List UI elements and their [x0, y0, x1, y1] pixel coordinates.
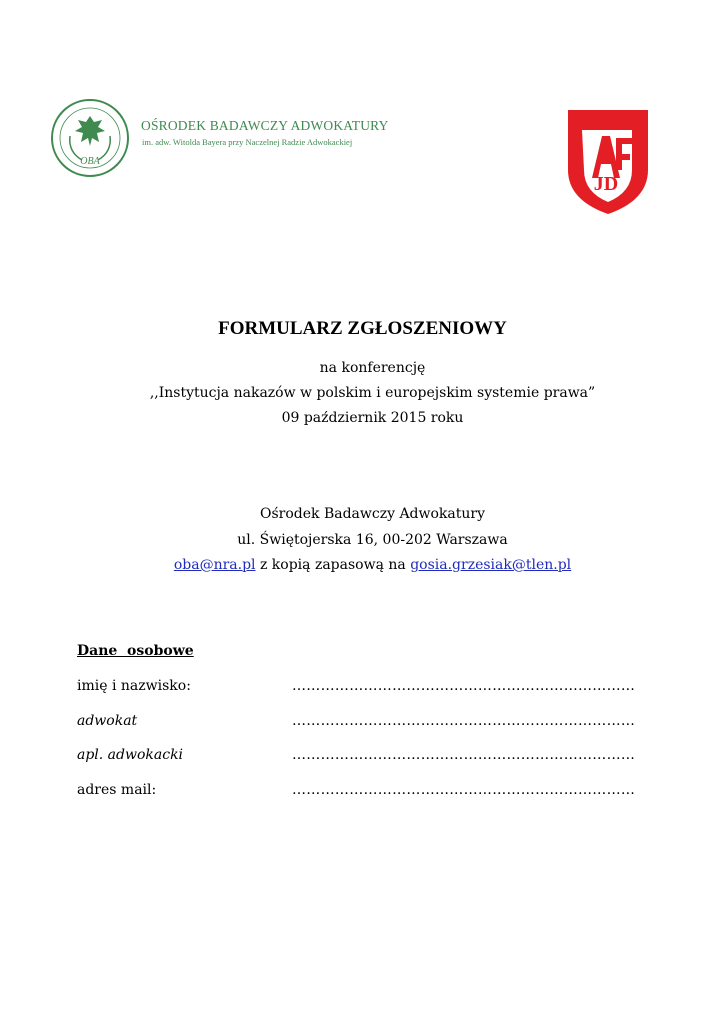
crest-letters: JD: [593, 173, 619, 195]
field-label: adres mail:: [77, 782, 157, 798]
field-label: adwokat: [77, 713, 138, 729]
conference-name: ,,Instytucja nakazów w polskim i europejskim systemie prawa”: [149, 385, 596, 401]
address-name: Ośrodek Badawczy Adwokatury: [259, 506, 486, 522]
email-primary-link[interactable]: oba@nra.pl: [173, 557, 256, 573]
field-dotted-line[interactable]: ………………………………………………………………: [292, 747, 636, 763]
field-dotted-line[interactable]: ………………………………………………………………: [292, 713, 636, 729]
conference-date: 09 październik 2015 roku: [281, 410, 464, 426]
field-advocate[interactable]: [77, 713, 667, 733]
red-shield-crest-icon: [566, 108, 650, 216]
field-dotted-line[interactable]: ………………………………………………………………: [292, 782, 636, 798]
jd-crest-logo: [566, 108, 650, 216]
org-name: OŚRODEK BADAWCZY ADWOKATURY: [141, 118, 389, 133]
section-heading-personal-data: Dane osobowe: [77, 643, 194, 659]
seal-monogram: OBA: [80, 156, 100, 167]
oba-logo: [48, 96, 389, 176]
field-email[interactable]: [77, 782, 667, 802]
field-dotted-line[interactable]: ………………………………………………………………: [292, 678, 636, 694]
address-street: ul. Świętojerska 16, 00-202 Warszawa: [237, 532, 508, 548]
field-full-name[interactable]: [77, 678, 667, 698]
email-backup-link[interactable]: gosia.grzesiak@tlen.pl: [410, 557, 572, 573]
form-title: FORMULARZ ZGŁOSZENIOWY: [218, 318, 507, 339]
email-joiner: z kopią zapasową na: [255, 557, 411, 573]
oba-seal-icon: [48, 96, 132, 180]
field-trainee-advocate[interactable]: [77, 747, 667, 767]
intro-text: na konferencję: [319, 360, 426, 376]
field-label: imię i nazwisko:: [77, 678, 191, 694]
field-label: apl. adwokacki: [77, 747, 184, 763]
address-emails: [0, 557, 725, 573]
org-subtitle: im. adw. Witolda Bayera przy Naczelnej Radzie Adwokackiej: [142, 137, 353, 147]
